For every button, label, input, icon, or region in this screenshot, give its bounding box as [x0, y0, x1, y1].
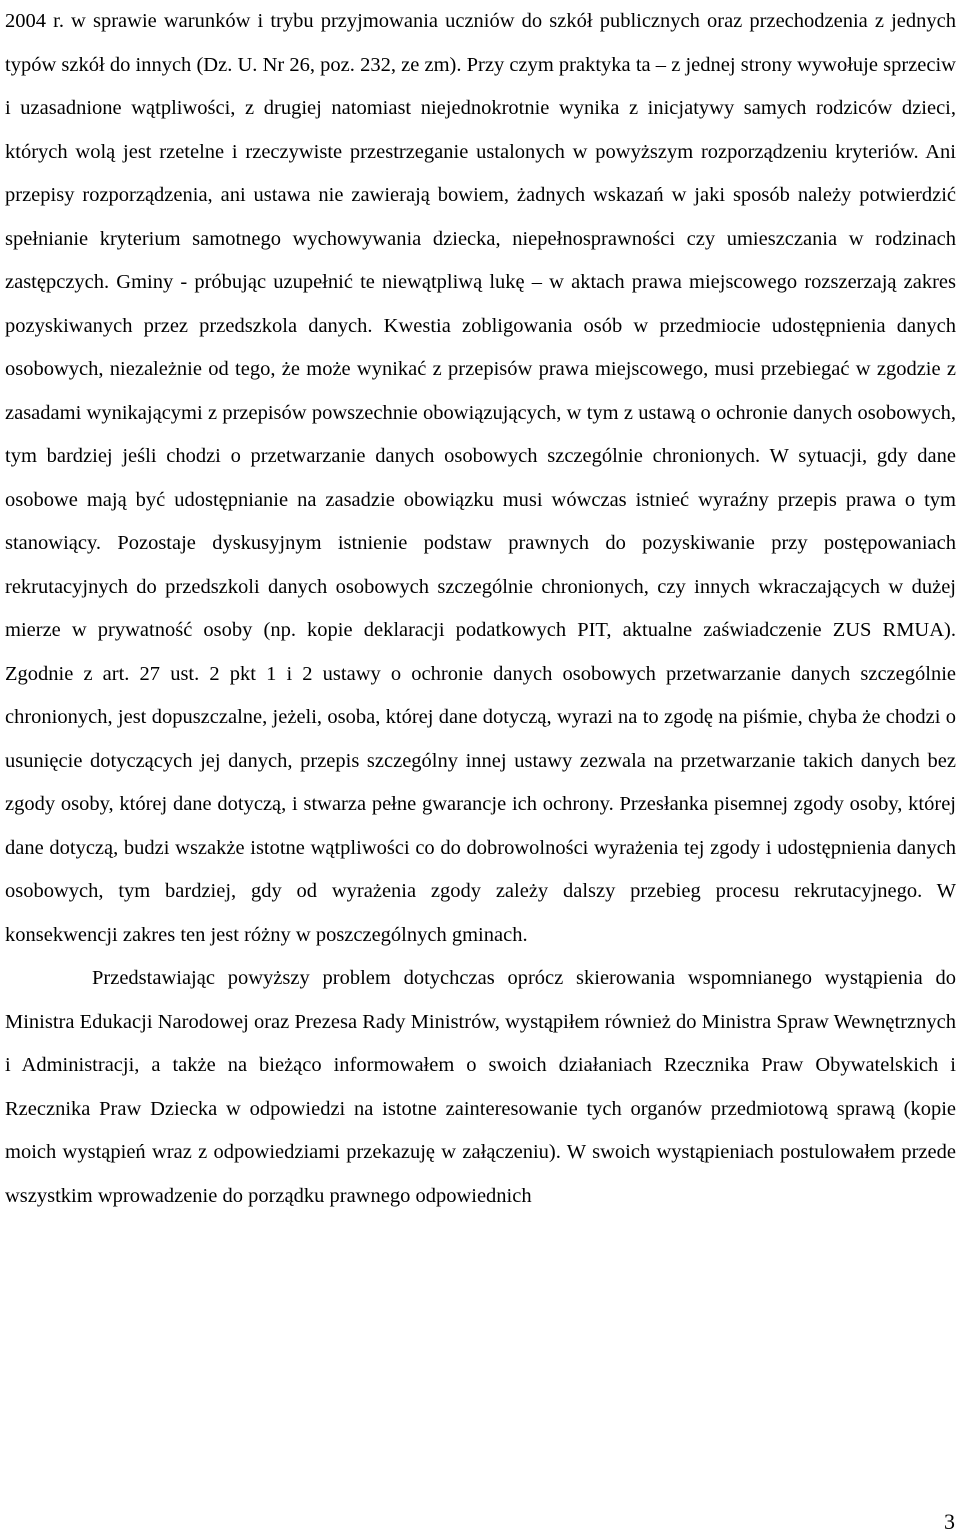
paragraph-summary: Przedstawiając powyższy problem dotychczas oprócz skierowania wspomnianego wystąpienia do Ministra Edukacji Narodowej oraz Prezesa Rady Ministrów, wystąpiłem również do Ministra Spraw Wewnętrznych i Administracji, a także na bieżąco informowałem o swoich działaniach Rzecznika Praw Obywatelskich i Rzecznika Praw Dziecka w odpowiedzi na istotne zainteresowanie tych organów przedmiotową sprawą (kopie moich wystąpień wraz z odpowiedziami przekazuję w załączeniu). W swoich wystąpieniach postulowałem przede wszystkim wprowadzenie do porządku prawnego odpowiednich — [5, 967, 956, 1207]
paragraph-continuation: 2004 r. w sprawie warunków i trybu przyjmowania uczniów do szkół publicznych oraz przechodzenia z jednych typów szkół do innych (Dz. U. Nr 26, poz. 232, ze zm). Przy czym praktyka ta – z jednej strony wywołuje sprzeciw i uzasadnione wątpliwości, z drugiej natomiast niejednokrotnie wynika z inicjatywy samych rodziców dzieci, których wolą jest rzetelne i rzeczywiste przestrzeganie ustalonych w powyższym rozporządzeniu kryteriów. Ani przepisy rozporządzenia, ani ustawa nie zawierają bowiem, żadnych wskazań w jaki sposób należy potwierdzić spełnianie kryterium samotnego wychowywania dziecka, niepełnosprawności czy umieszczania w rodzinach zastępczych. Gminy - próbując uzupełnić te niewątpliwą lukę – w aktach prawa miejscowego rozszerzają zakres pozyskiwanych przez przedszkola danych. Kwestia zobligowania osób w przedmiocie udostępnienia danych osobowych, niezależnie od tego, że może wynikać z przepisów prawa miejscowego, musi przebiegać w zgodzie z zasadami wynikającymi z przepisów powszechnie obowiązujących, w tym z ustawą o ochronie danych osobowych, tym bardziej jeśli chodzi o przetwarzanie danych osobowych szczególnie chronionych. W sytuacji, gdy dane osobowe mają być udostępnianie na zasadzie obowiązku musi wówczas istnieć wyraźny przepis prawa o tym stanowiący. Pozostaje dyskusyjnym istnienie podstaw prawnych do pozyskiwanie przy postępowaniach rekrutacyjnych do przedszkoli danych osobowych szczególnie chronionych, czy innych wkraczających w dużej mierze w prywatność osoby (np. kopie deklaracji podatkowych PIT, aktualne zaświadczenie ZUS RMUA). Zgodnie z art. 27 ust. 2 pkt 1 i 2 ustawy o ochronie danych osobowych przetwarzanie danych szczególnie chronionych, jest dopuszczalne, jeżeli, osoba, której dane dotyczą, wyrazi na to zgodę na piśmie, chyba że chodzi o usunięcie dotyczących jej danych, przepis szczególny innej ustawy zezwala na przetwarzanie takich danych bez zgody osoby, której dane dotyczą, i stwarza pełne gwarancje ich ochrony. Przesłanka pisemnej zgody osoby, której dane dotyczą, budzi wszakże istotne wątpliwości co do dobrowolności wyrażenia tej zgody i udostępnienia danych osobowych, tym bardziej, gdy od wyrażenia zgody zależy dalszy przebieg procesu rekrutacyjnego. W konsekwencji zakres ten jest różny w poszczególnych gminach. — [5, 10, 956, 946]
document-body — [5, 0, 956, 1218]
page-number: 3 — [944, 1509, 955, 1534]
